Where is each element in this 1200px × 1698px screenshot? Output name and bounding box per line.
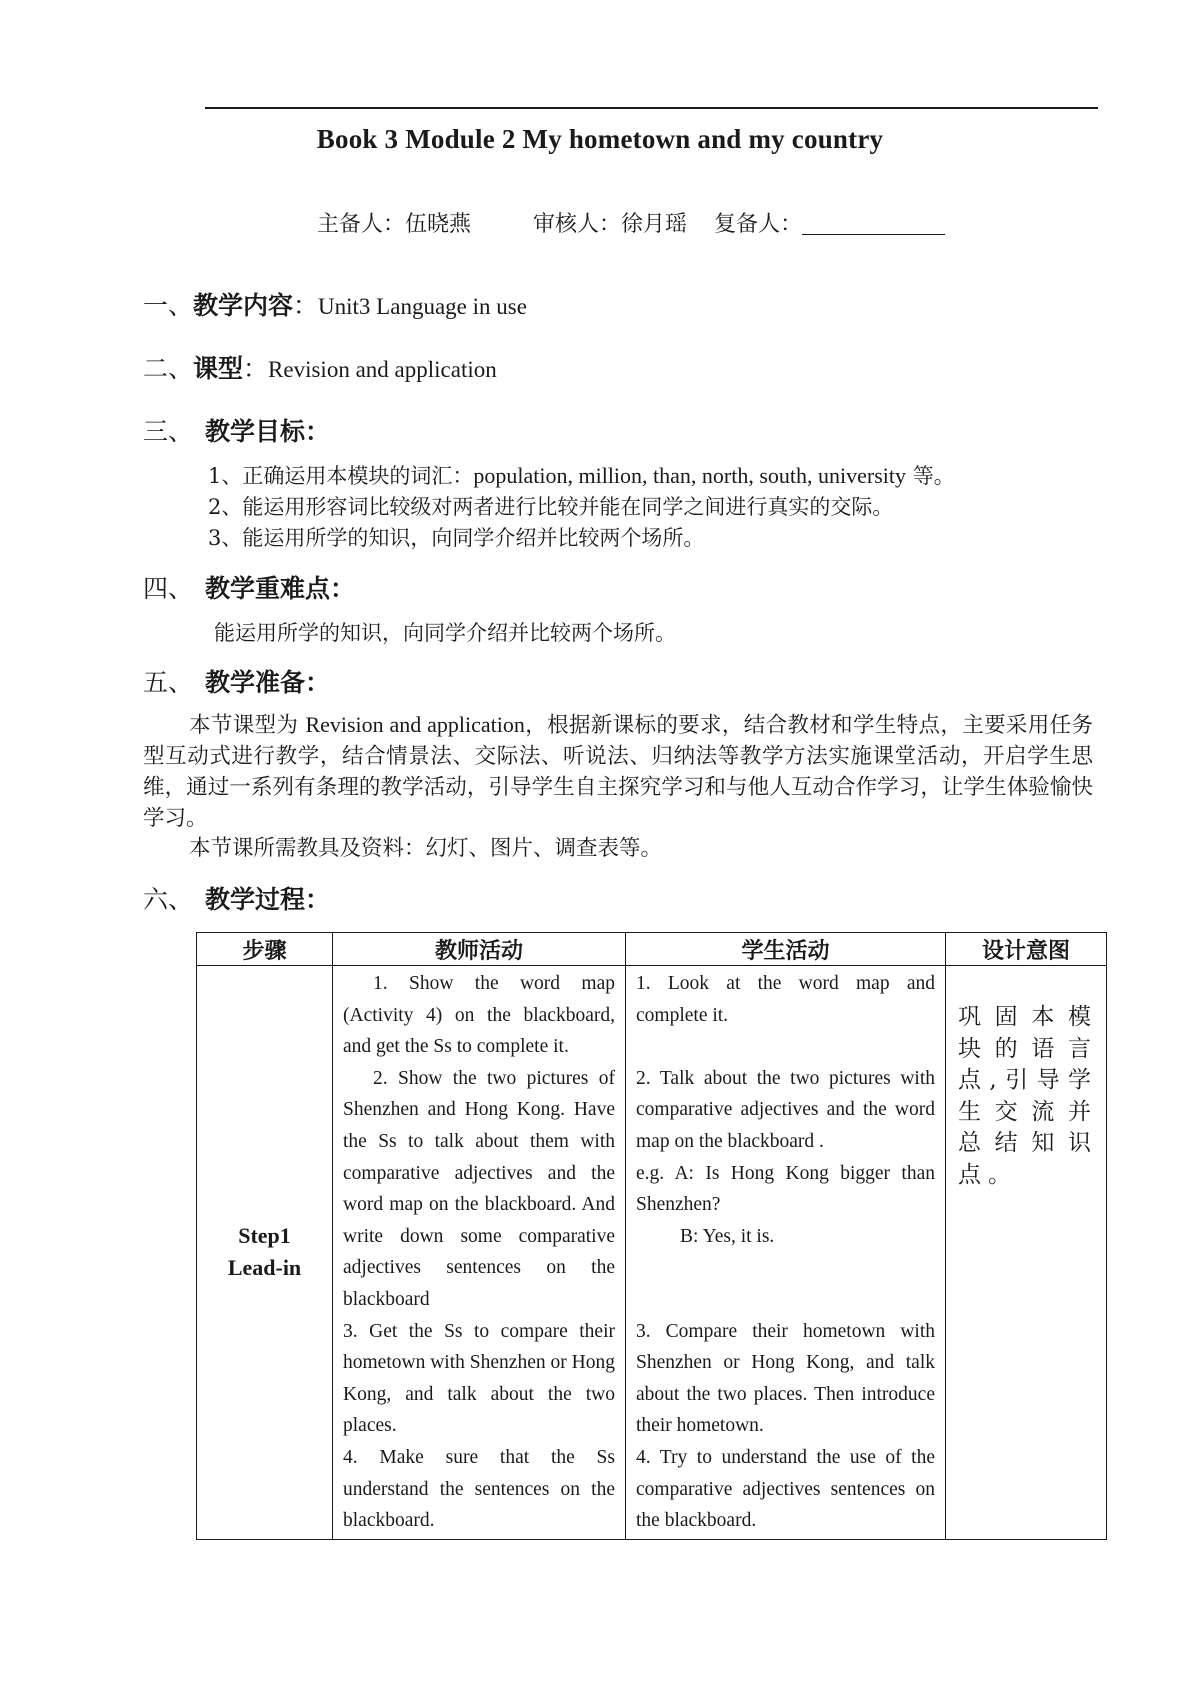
step-cell [197,966,333,1540]
section-number: 六、 [143,885,194,914]
section-number: 二、 [143,354,194,383]
co-preparer-blank [802,212,945,235]
design-intent-cell [946,966,1107,1540]
preparation-text-a: 本节课型为 [189,713,306,738]
table-header-row [197,933,1107,966]
section-label: 教学过程： [205,885,331,914]
section-label: 教学目标： [205,417,331,446]
section-label: 课型 [193,354,244,383]
teacher-step-4: 4. Make sure that the Ss understand the sentences on the blackboard. [343,1446,615,1532]
main-preparer-label: 主备人： [317,212,406,237]
objective-prefix: 1、正确运用本模块的词汇： [208,464,474,488]
student-step-1: 1. Look at the word map and complete it. [636,973,935,1026]
header-student-activity: 学生活动 [626,933,946,966]
key-points-text: 能运用所学的知识，向同学介绍并比较两个场所。 [214,621,676,645]
preparation-text-b: ，根据新课标的要求，结合教材和学生特点，主要采用任务型互动式进行教学，结合情景法、交际法、听说法、归纳法等教学方法实施课堂活动，开启学生思维，通过一系列有条理的教学活动，引导学生自主探究学习和与他人互动合作学习，让学生体验愉快学习。 [143,713,1093,831]
section-label: 教学准备： [205,668,331,697]
objective-vocab: population, million, than, north, south, university [473,463,907,488]
student-step-4: 4. Try to understand the use of the comparative adjectives sentences on the blackboard. [636,1446,935,1532]
design-intent-text: 巩固本模块的语言点,引导学生交流并总结知识点。 [958,1004,1098,1188]
objective-item-3: 3、能运用所学的知识，向同学介绍并比较两个场所。 [208,526,705,550]
section-colon: ： [243,354,269,383]
student-step-2: 2. Talk about the two pictures with comparative adjectives and the word map on the blackboard . [636,1067,935,1152]
teaching-process-table [196,932,1107,1540]
section-label: 教学重难点： [205,574,356,603]
header-rule [205,107,1098,109]
section-lesson-type [143,349,497,385]
objective-item-2: 2、能运用形容词比较级对两者进行比较并能在同学之间进行真实的交际。 [208,495,894,519]
section-value: Revision and application [268,357,497,382]
materials-paragraph: 本节课所需教具及资料：幻灯、图片、调查表等。 [189,836,663,861]
section-number: 三、 [143,417,194,446]
teacher-step-1: 1. Show the word map (Activity 4) on the blackboard, and get the Ss to complete it. [343,973,615,1058]
section-number: 四、 [143,574,194,603]
document-title: Book 3 Module 2 My hometown and my country [316,124,884,154]
section-number: 五、 [143,668,194,697]
section-value: Unit3 Language in use [318,294,527,319]
student-example-a: e.g. A: Is Hong Kong bigger than Shenzhen? [636,1162,935,1216]
section-colon: ： [293,291,319,320]
main-preparer-name: 伍晓燕 [405,212,472,237]
section-number: 一、 [143,291,194,320]
student-example-b: B: Yes, it is. [680,1225,775,1247]
section-label: 教学内容 [193,291,294,320]
teacher-step-2: 2. Show the two pictures of Shenzhen and Hong Kong. Have the Ss to talk about them with comparative adjectives and the word map on the blackboard. And write down some comparative adjectives sentences on the blackboard [343,1067,615,1310]
header-design-intent: 设计意图 [946,933,1107,966]
step-name: Lead-in [227,1255,302,1281]
teacher-step-3: 3. Get the Ss to compare their hometown with Shenzhen or Hong Kong, and talk about the two places. [343,1320,615,1437]
section-key-points [143,569,355,605]
table-row [197,966,1107,1540]
section-teaching-content [143,286,527,322]
objective-item-1 [208,460,955,490]
preparation-paragraph [143,709,1093,834]
section-teaching-process [143,880,330,916]
preparation-text-en: Revision and application [305,712,525,737]
header-teacher-activity: 教师活动 [333,933,626,966]
header-step: 步骤 [197,933,333,966]
co-preparer-label: 复备人： [714,212,803,237]
section-preparation [143,663,330,699]
objective-suffix: 等。 [906,464,955,488]
teacher-activity-cell [333,966,626,1540]
reviewer-label: 审核人： [533,212,622,237]
section-teaching-objectives [143,412,330,448]
step-number: Step1 [238,1223,291,1249]
student-step-3: 3. Compare their hometown with Shenzhen or Hong Kong, and talk about the two places. Then introduce their hometown. [636,1320,935,1437]
reviewer-name: 徐月瑶 [621,212,688,237]
preparers-line [317,207,945,238]
student-activity-cell [626,966,946,1540]
